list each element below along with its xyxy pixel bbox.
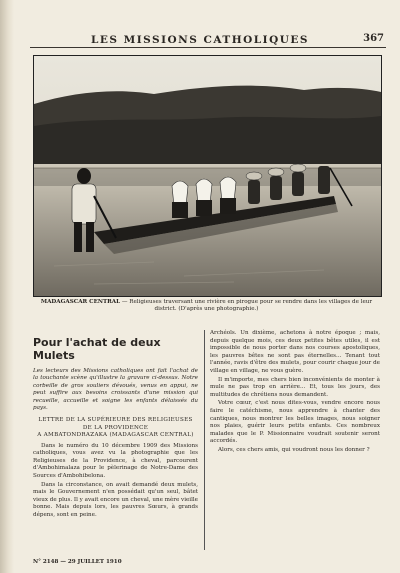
photo-caption xyxy=(34,299,379,313)
article-title: Pour l'achat de deux Mulets xyxy=(33,336,161,362)
letter-heading-2: DE LA PROVIDENCE xyxy=(82,424,149,431)
letter-heading-3: A AMBATONDRAZAKA (MADAGASCAR CENTRAL) xyxy=(37,432,194,439)
right-paragraph: Alors, ces chers amis, qui voudront nous les donner ? xyxy=(218,446,370,453)
canoe-photo-icon xyxy=(34,56,381,296)
journal-title: LES MISSIONS CATHOLIQUES xyxy=(91,34,309,46)
caption-place: MADAGASCAR CENTRAL xyxy=(40,299,121,305)
photograph xyxy=(33,55,382,297)
right-column xyxy=(210,330,380,455)
column-divider xyxy=(204,330,205,550)
page-spine xyxy=(0,0,14,573)
page-number: 367 xyxy=(363,33,384,44)
right-paragraph: Il m'importe, mes chers bien inconvénients de monter à mule ne pas trop en arrière... Et, tous les jours, des multitudes de chrétiens nous demandent. xyxy=(210,376,380,398)
issue-number: N° 2148 — 29 JUILLET 1910 xyxy=(33,559,122,565)
article-intro: Les lecteurs des Missions catholiques ont fait l'achat de la touchante scène qu'illustre la gravure ci-dessus. Notre corbeille de gros souliers dévoués, venus en appui, ne peut suffire aux besoins croissants d'une mission qui recueille, accueille et soigne les enfants délaissés du pays. xyxy=(33,368,198,412)
caption-text: — Religieuses traversant une rivière en pirogue pour se rendre dans les villages de leur district. (D'après une photographie.) xyxy=(121,299,373,313)
left-column xyxy=(33,330,198,520)
left-paragraph: Dans le numéro du 10 décembre 1909 des Missions catholiques, vous avez vu la photographie que les Religieuses de la Providence, à cheval, parcourent d'Ambohimalaza pour le pèlerinage de Notre-Dame des Sources d'Ambohibelona. xyxy=(33,442,198,480)
right-paragraph: Archéols. Un dixième, achetons à notre époque ; mais, depuis quelque mois, ces deux petites bêtes utiles, il est impossible de nous porter dans nos courses apostoliques, les pauvres bêtes ne sont pas éternelles... Tenant tout l'année, ravis d'être des mulets, pour courir chaque jour de village en village, ne vous guère. xyxy=(210,330,380,374)
left-paragraph: Dans la circonstance, on avait demandé deux mulets, mais le Gouvernement n'en possédait qu'un seul, bâtet vieux de plus. Il y avait encore un cheval, une mère vieille bonne. Mais depuis lors, les pauvres Sœurs, à grands dépens, sont en peine. xyxy=(33,481,198,518)
header-rule xyxy=(30,47,386,48)
letter-heading-1: LETTRE DE LA SUPÉRIEURE DES RELIGIEUSES xyxy=(38,417,193,424)
right-paragraph: Votre cœur, c'est nous dites-vous, vendre encore nous faire le catéchisme, nous apprendre à chanter des cantiques, nous montrer les belles images, nous soigner nos plaies, guérir leurs petits enfants. Ces nombreux malades que le P. Missionnaire voudrait soutenir seront accordés. xyxy=(210,400,380,445)
